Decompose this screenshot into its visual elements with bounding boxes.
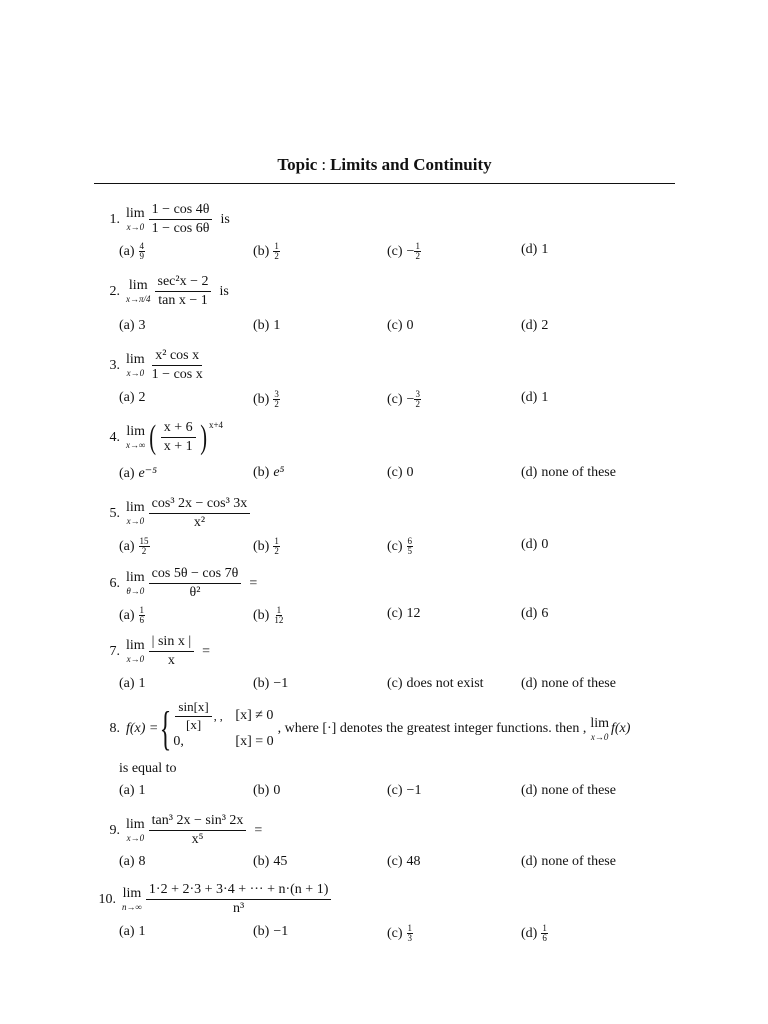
limit-fraction: $\frac{\cos 5\theta - \cos 7\theta}{\text{θ²}}$: [149, 566, 242, 601]
option-c[interactable]: (c) −1: [387, 783, 422, 798]
option-b[interactable]: (b) $\frac{1}{2}$: [253, 536, 279, 556]
option-b[interactable]: (b) 0: [253, 783, 281, 798]
limit-fraction: $\frac{1 - \cos 4\theta}{1 - \cos 6\theta}$: [149, 202, 213, 237]
function-name: f(x) =: [126, 721, 159, 736]
option-d[interactable]: (d) 0: [521, 537, 549, 552]
left-paren: (: [149, 418, 157, 456]
limit-operator: lim x→0: [126, 206, 145, 233]
option-b[interactable]: (b) −1: [253, 924, 289, 939]
option-a[interactable]: (a) $\frac{1}{6}$: [119, 605, 145, 625]
option-b[interactable]: (b) e⁵: [253, 465, 285, 480]
options-row-6: [119, 606, 679, 624]
question-number: 9.: [109, 822, 120, 838]
limit-operator: lim x→0: [126, 817, 145, 844]
limit-fraction: $\frac{\text{| sin x |}}{x}$: [149, 634, 194, 669]
limit-fraction: $\frac{1\cdot 2 + 2\cdot 3 + 3\cdot 4 + \cdot\cdot\cdot + n\cdot(n + 1)}{\text{n³}}$: [146, 882, 331, 917]
option-a[interactable]: (a) $\frac{4}{9}$: [119, 241, 145, 261]
option-a[interactable]: (a) 1: [119, 783, 146, 798]
option-a[interactable]: (a) 2: [119, 390, 146, 405]
option-d[interactable]: (d) none of these: [521, 854, 616, 869]
question-3: [94, 348, 208, 383]
option-d[interactable]: (d) none of these: [521, 465, 616, 480]
option-a[interactable]: (a) 1: [119, 924, 146, 939]
option-d[interactable]: (d) 1: [521, 242, 549, 257]
option-c[interactable]: (c) 48: [387, 854, 421, 869]
function-call: f(x): [611, 721, 631, 736]
limit-fraction: $\frac{x + 6}{x + 1}$: [161, 420, 196, 455]
options-row-1: [119, 242, 679, 260]
option-d[interactable]: (d) none of these: [521, 676, 616, 691]
limit-operator: lim x→0: [126, 352, 145, 379]
question-number: 8.: [109, 721, 120, 736]
question-number: 4.: [109, 429, 120, 445]
option-c[interactable]: (c) 0: [387, 465, 414, 480]
option-a[interactable]: (a) 3: [119, 318, 146, 333]
limit-fraction: $\frac{\text{sec²x − 2}}{\text{tan x − 1}}$: [155, 274, 212, 309]
question-number: 7.: [109, 643, 120, 659]
piecewise-cases: $\frac{\sin[x]}{[x]}$ , , [x] ≠ 0 0, [x] = 0: [173, 698, 274, 749]
option-b[interactable]: (b) −1: [253, 676, 289, 691]
question-trailing: =: [254, 822, 263, 838]
option-c[interactable]: (c) − $\frac{1}{2}$: [387, 241, 420, 261]
options-row-9: [119, 854, 679, 872]
option-a[interactable]: (a) $\frac{15}{2}$: [119, 536, 149, 556]
option-d[interactable]: (d) 1: [521, 390, 549, 405]
question-trailing: =: [202, 643, 211, 659]
page-title: [94, 155, 675, 175]
limit-fraction: $\frac{\text{tan³ 2x − sin³ 2x}}{\text{x⁵}}$: [149, 813, 247, 848]
right-paren: ): [199, 418, 207, 456]
question-number: 2.: [109, 283, 120, 299]
question-4: [94, 420, 223, 455]
option-c[interactable]: (c) $\frac{6}{5}$: [387, 536, 413, 556]
question-trailing: =: [249, 575, 258, 591]
options-row-10: [119, 924, 679, 942]
topic-separator: :: [321, 155, 327, 174]
option-d[interactable]: (d) none of these: [521, 783, 616, 798]
topic-word: Topic: [277, 155, 318, 174]
limit-operator: lim x→π/4: [126, 278, 151, 305]
exponent: x+4: [208, 420, 224, 430]
option-b[interactable]: (b) $\frac{1}{2}$: [253, 241, 279, 261]
limit-operator: lim θ→0: [126, 570, 145, 597]
question-number: 10.: [98, 891, 116, 907]
option-b[interactable]: (b) $\frac{3}{2}$: [253, 389, 279, 409]
option-a[interactable]: (a) e⁻⁵: [119, 465, 158, 481]
title-divider: [94, 183, 675, 184]
question-1: [94, 202, 230, 237]
topic-name: Limits and Continuity: [330, 155, 492, 174]
question-trailing: is: [219, 283, 229, 299]
question-5: [94, 496, 252, 531]
option-c[interactable]: (c) − $\frac{3}{2}$: [387, 389, 420, 409]
options-row-2: [119, 318, 679, 336]
question-number: 5.: [109, 505, 120, 521]
option-c[interactable]: (c) $\frac{1}{3}$: [387, 923, 413, 943]
options-row-7: [119, 676, 679, 694]
options-row-3: [119, 390, 679, 408]
option-c[interactable]: (c) 0: [387, 318, 414, 333]
limit-operator: lim x→∞: [126, 424, 146, 451]
question-number: 6.: [109, 575, 120, 591]
option-b[interactable]: (b) 1: [253, 318, 281, 333]
question-2: [94, 274, 229, 309]
option-d[interactable]: (d) 2: [521, 318, 549, 333]
question-number: 3.: [109, 357, 120, 373]
limit-fraction: $\frac{\text{x² cos x}}{\text{1 − cos x}}$: [151, 348, 203, 383]
limit-operator: lim n→∞: [122, 886, 142, 913]
limit-operator: lim x→0: [590, 715, 609, 742]
option-d[interactable]: (d) 6: [521, 606, 549, 621]
limit-operator: lim x→0: [126, 638, 145, 665]
options-row-4: [119, 465, 679, 483]
question-7: [94, 634, 210, 669]
option-d[interactable]: (d) $\frac{1}{6}$: [521, 923, 547, 943]
limit-operator: lim x→0: [126, 500, 145, 527]
options-row-8: [119, 783, 679, 801]
options-row-5: [119, 537, 679, 555]
question-8-line2: is equal to: [119, 761, 177, 776]
question-6: [94, 566, 257, 601]
option-c[interactable]: (c) does not exist: [387, 676, 484, 691]
question-8: [94, 698, 631, 755]
option-c[interactable]: (c) 12: [387, 606, 421, 621]
option-a[interactable]: (a) 8: [119, 854, 146, 869]
question-10: [92, 882, 333, 917]
question-text: , where [·] denotes the greatest integer functions. then ,: [277, 721, 587, 736]
option-b[interactable]: (b) $\frac{1}{12}$: [253, 605, 284, 625]
question-trailing: is: [220, 211, 230, 227]
option-a[interactable]: (a) 1: [119, 676, 146, 691]
limit-fraction: $\frac{\text{cos³ 2x − cos³ 3x}}{\text{x²}}$: [149, 496, 251, 531]
left-brace: {: [160, 702, 172, 755]
question-9: [94, 813, 262, 848]
option-b[interactable]: (b) 45: [253, 854, 288, 869]
question-number: 1.: [109, 211, 120, 227]
